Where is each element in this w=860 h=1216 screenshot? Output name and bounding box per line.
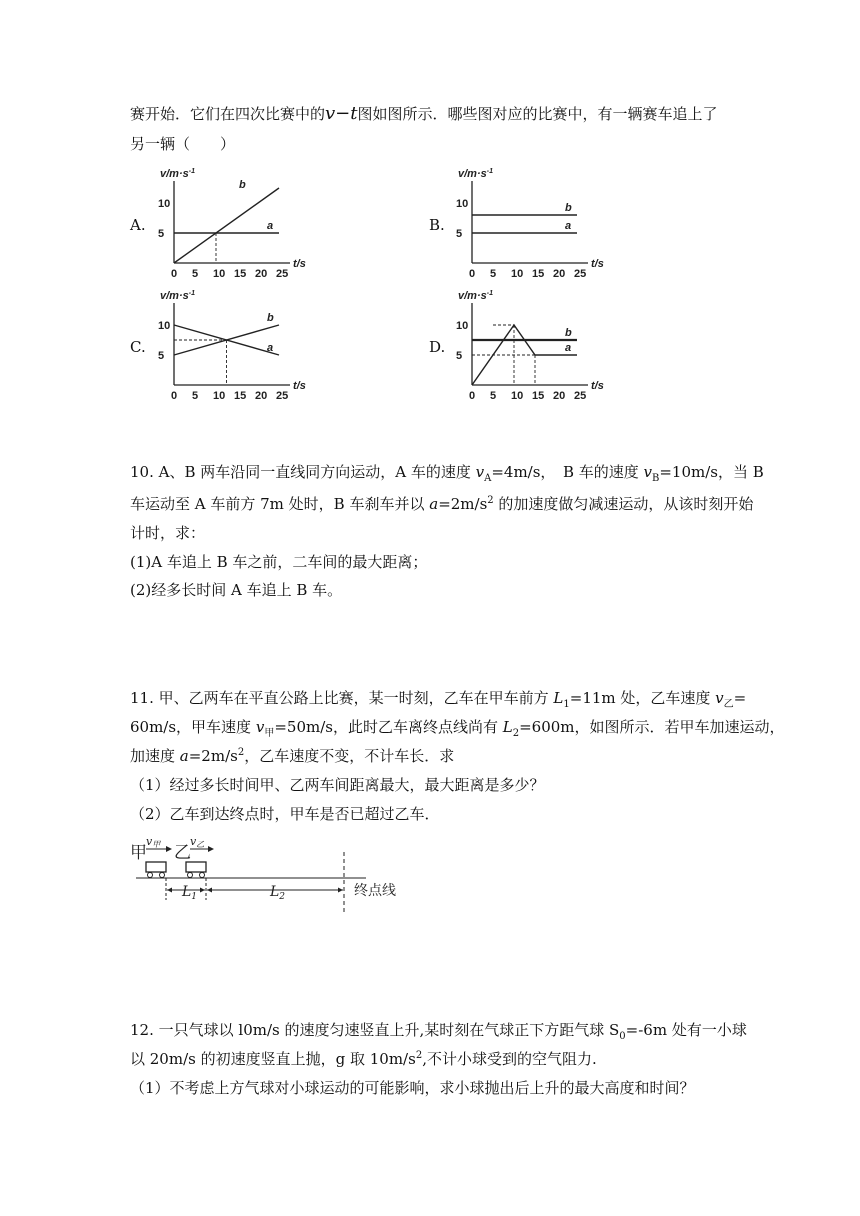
option-a-label: A. (130, 216, 146, 234)
q10-line-1: 10. A、B 两车沿同一直线同方向运动，A 车的速度 $v_A=4m/s$， B 车的速度 $v_B=10m/s$，当 B (130, 463, 764, 484)
car-yi (186, 862, 206, 878)
y-tick-label: 5 (456, 228, 463, 240)
option-c-label: C. (130, 338, 146, 356)
x-tick-label: 25 (574, 390, 587, 402)
x-tick-label: 20 (255, 268, 268, 280)
x-tick-label: 20 (255, 390, 268, 402)
q10-line-5: (2)经多长时间 A 车追上 B 车。 (130, 581, 343, 599)
x-tick-label: 15 (234, 268, 247, 280)
x-tick-label: 5 (192, 390, 199, 402)
x-tick-label: 0 (171, 268, 178, 280)
y-axis-label: $v/m\cdot s^{-1}$ (160, 168, 195, 180)
x-tick-label: 15 (234, 390, 247, 402)
q11-line-2: 60m/s，甲车速度 $v_甲=50m/s$，此时乙车离终点线尚有 $L_2=600m$，如图所示．若甲车加速运动， (130, 718, 785, 739)
car-jia-label: 甲 (130, 843, 147, 863)
q9-line-2: 另一辆（ ） (130, 135, 236, 153)
series-a-label: a (267, 342, 274, 354)
y-tick-label: 5 (158, 350, 165, 362)
y-tick-label: 10 (456, 198, 469, 210)
option-d-label: D. (429, 338, 446, 356)
series-a-label: a (565, 342, 572, 354)
q9-line-1: 赛开始．它们在四次比赛中的v−t图如图所示．哪些图对应的比赛中，有一辆赛车追上了 (130, 103, 718, 124)
series-b-label: b (239, 179, 246, 191)
vt-graph-a (150, 165, 320, 285)
option-b-label: B. (429, 216, 445, 234)
vt-graph-b (448, 165, 618, 285)
x-tick-label: 25 (276, 268, 289, 280)
x-tick-label: 5 (192, 268, 199, 280)
q11-line-1: 11. 甲、乙两车在平直公路上比赛，某一时刻，乙车在甲车前方 $L_1=11m$ 处，乙车速度 $v_乙=$ (130, 689, 747, 710)
y-tick-label: 5 (456, 350, 463, 362)
q10-line-3: 计时，求： (130, 524, 206, 542)
race-diagram (130, 832, 430, 912)
x-tick-label: 10 (213, 390, 226, 402)
q10-line-2: 车运动至 A 车前方 7m 处时，B 车刹车并以 $a=2m/s^2$ 的加速度做匀减速运动，从该时刻开始 (130, 495, 754, 513)
x-axis-label: t/s (293, 258, 306, 270)
x-axis-label: t/s (591, 380, 604, 392)
x-tick-label: 20 (553, 268, 566, 280)
vt-graph-c (150, 287, 320, 407)
q12-line-3: （1）不考虑上方气球对小球运动的可能影响，求小球抛出后上升的最大高度和时间？ (130, 1079, 695, 1097)
car-jia (146, 862, 166, 878)
q12-line-2: 以 20m/s 的初速度竖直上抛，g 取 $10m/s^2$,不计小球受到的空气阻力. (130, 1050, 597, 1068)
y-axis-label: $v/m\cdot s^{-1}$ (160, 290, 195, 302)
q11-line-3: 加速度 $a=2m/s^2$，乙车速度不变，不计车长．求 (130, 747, 455, 765)
series-a-label: a (267, 220, 274, 232)
series-b-line (174, 188, 279, 263)
vt-graph-d (448, 287, 618, 407)
x-tick-label: 0 (469, 390, 476, 402)
q11-line-5: （2）乙车到达终点时，甲车是否已超过乙车． (130, 805, 440, 823)
x-axis-label: t/s (293, 380, 306, 392)
x-tick-label: 0 (171, 390, 178, 402)
x-tick-label: 25 (574, 268, 587, 280)
l1-label: $L_1$ (182, 884, 198, 902)
x-tick-label: 20 (553, 390, 566, 402)
x-tick-label: 0 (469, 268, 476, 280)
x-tick-label: 10 (511, 268, 524, 280)
y-tick-label: 10 (158, 198, 171, 210)
x-tick-label: 15 (532, 268, 545, 280)
y-axis-label: $v/m\cdot s^{-1}$ (458, 168, 493, 180)
car-yi-label: 乙 (174, 843, 191, 863)
finish-line-label: 终点线 (354, 883, 396, 899)
x-tick-label: 10 (511, 390, 524, 402)
x-tick-label: 5 (490, 268, 497, 280)
x-tick-label: 25 (276, 390, 289, 402)
x-tick-label: 10 (213, 268, 226, 280)
y-tick-label: 10 (456, 320, 469, 332)
x-axis-label: t/s (591, 258, 604, 270)
y-axis-label: $v/m\cdot s^{-1}$ (458, 290, 493, 302)
q12-line-1: 12. 一只气球以 l0m/s 的速度匀速竖直上升,某时刻在气球正下方距气球 $S_0=-6m$ 处有一小球 (130, 1021, 747, 1042)
v-jia-label: v甲 (146, 835, 161, 849)
q10-line-4: (1)A 车追上 B 车之前，二车间的最大距离； (130, 553, 428, 571)
x-tick-label: 5 (490, 390, 497, 402)
x-tick-label: 15 (532, 390, 545, 402)
y-tick-label: 10 (158, 320, 171, 332)
series-b-label: b (565, 327, 572, 339)
l2-label: $L_2$ (270, 884, 286, 902)
series-b-label: b (565, 202, 572, 214)
y-tick-label: 5 (158, 228, 165, 240)
vt-symbol: v−t (325, 103, 358, 124)
series-b-label: b (267, 312, 274, 324)
q11-line-4: （1）经过多长时间甲、乙两车间距离最大，最大距离是多少？ (130, 776, 545, 794)
series-a-label: a (565, 220, 572, 232)
v-yi-label: v乙 (190, 835, 205, 849)
